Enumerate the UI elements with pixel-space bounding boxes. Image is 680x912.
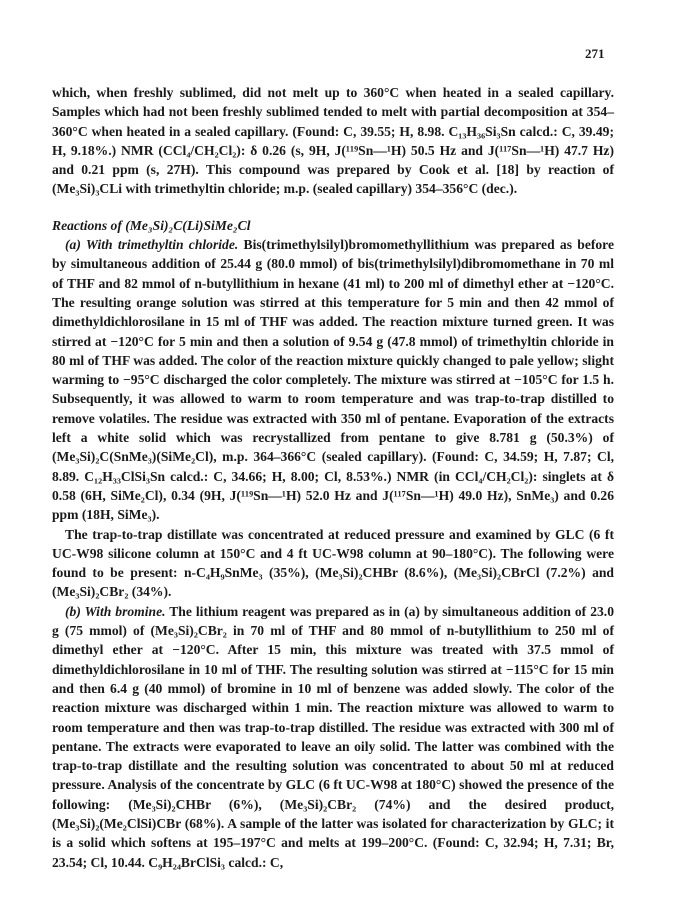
part-b-label: (b) With bromine.: [65, 603, 166, 619]
part-b-text: The lithium reagent was prepared as in (a) by simultaneous addition of 23.0 g (75 mmol) of (Me₃Si)₂CBr₂ in 70 ml of THF and 80 mmol of n-butyllithium to 250 ml of dimethyl ether at −120°C. After 15 min, this mixture was treated with 37.5 mmol of dimethyldichlorosilane in 10 ml of THF. The resulting solution was stirred at −115°C for 15 min and then 6.4 g (40 mmol) of bromine in 10 ml of benzene was added slowly. The color of the reaction mixture was discharged within 1 min. The reaction mixture was allowed to warm to room temperature and then was trap-to-trap distilled. The residue was extracted with 300 ml of pentane. The extracts were evaporated to leave an oily solid. The latter was combined with the trap-to-trap distillate and the resulting solution was concentrated to about 50 ml at reduced pressure. Analysis of the concentrate by GLC (6 ft UC-W98 at 180°C) showed the presence of the following: (Me₃Si)₂CHBr (6%), (Me₃Si)₂CBr₂ (74%) and the desired product, (Me₃Si)₂(Me₂ClSi)CBr (68%). A sample of the latter was isolated for characterization by GLC; it is a solid which softens at 195–197°C and melts at 199–200°C. (Found: C, 32.94; H, 7.31; Br, 23.54; Cl, 10.44. C₉H₂₄BrClSi₃ calcd.: C,: [52, 603, 614, 870]
part-a-label: (a) With trimethyltin chloride.: [65, 237, 239, 253]
part-a-text: Bis(trimethylsilyl)bromomethyllithium was prepared as before by simultaneous addition of 25.44 g (80.0 mmol) of bis(trimethylsilyl)dibromomethane in 70 ml of THF and 82 mmol of n-butyllithium in hexane (41 ml) to 200 ml of dimethyl ether at −120°C. The resulting orange solution was stirred at this temperature for 5 min and then 42 mmol of dimethyldichlorosilane in 15 ml of THF was added. The reaction mixture turned green. It was stirred at −120°C for 5 min and then a solution of 9.54 g (47.8 mmol) of trimethyltin chloride in 80 ml of THF was added. The color of the reaction mixture quickly changed to pale yellow; slight warming to −95°C discharged the color completely. The mixture was stirred at −105°C for 1.5 h. Subsequently, it was allowed to warm to room temperature and was trap-to-trap distilled to remove volatiles. The residue was extracted with 350 ml of pentane. Evaporation of the extracts left a white solid which was recrystallized from pentane to give 8.781 g (50.3%) of (Me₃Si)₂C(SnMe₃)(SiMe₂Cl), m.p. 364–366°C (sealed capillary). (Found: C, 34.59; H, 7.87; Cl, 8.89. C₁₂H₃₃ClSi₃Sn calcd.: C, 34.66; H, 8.00; Cl, 8.53%.) NMR (in CCl₄/CH₂Cl₂): singlets at δ 0.58 (6H, SiMe₂Cl), 0.34 (9H, J(¹¹⁹Sn—¹H) 52.0 Hz and J(¹¹⁷Sn—¹H) 49.0 Hz), SnMe₃) and 0.26 ppm (18H, SiMe₃).: [52, 237, 615, 523]
article-body: [52, 83, 614, 872]
section-heading: Reactions of (Me₃Si)₂C(Li)SiMe₂Cl: [52, 217, 251, 233]
paragraph-part-b: [52, 602, 614, 872]
page-number: 271: [585, 46, 605, 61]
paragraph-part-a: [52, 235, 614, 524]
paragraph-glc-analysis: The trap-to-trap distillate was concentrated at reduced pressure and examined by GLC (6 ft UC-W98 silicone column at 150°C and 4 ft UC-W98 column at 90–180°C). The following were found to be present: n-C₄H₉SnMe₃ (35%), (Me₃Si)₂CHBr (8.6%), (Me₃Si)₂CBrCl (7.2%) and (Me₃Si)₂CBr₂ (34%).: [52, 526, 614, 600]
paragraph-compound-description: which, when freshly sublimed, did not melt up to 360°C when heated in a sealed capillary. Samples which had not been freshly sublimed tended to melt with partial decomposition at 354–360°C when heated in a sealed capillary. (Found: C, 39.55; H, 8.98. C₁₃H₃₆Si₃Sn calcd.: C, 39.49; H, 9.18%.) NMR (CCl₄/CH₂Cl₂): δ 0.26 (s, 9H, J(¹¹⁹Sn—¹H) 50.5 Hz and J(¹¹⁷Sn—¹H) 47.7 Hz) and 0.21 ppm (s, 27H). This compound was prepared by Cook et al. [18] by reaction of (Me₃Si)₃CLi with trimethyltin chloride; m.p. (sealed capillary) 354–356°C (dec.).: [52, 85, 614, 197]
